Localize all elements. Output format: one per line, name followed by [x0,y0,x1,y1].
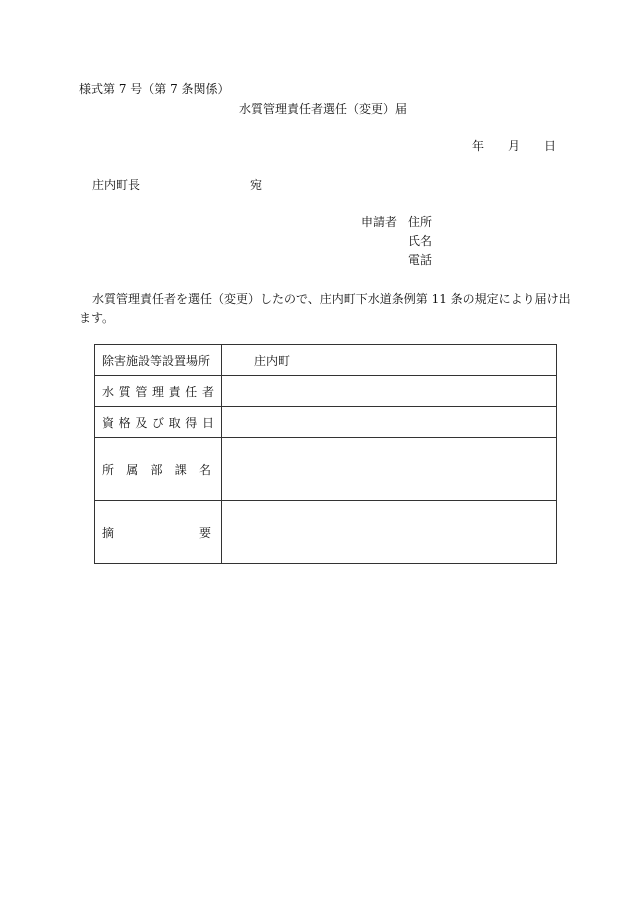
body-text-line1: 水質管理責任者を選任（変更）したので、庄内町下水道条例第 11 条の規定により届け出 [92,292,571,306]
label-remarks [95,524,221,541]
value-department-cell[interactable] [222,438,557,501]
label-installation-site: 除害施設等設置場所 [102,353,211,368]
label-char: 格 [118,415,131,430]
label-char: 取 [168,415,181,430]
label-char: び [151,415,164,430]
addressee-suffix: 宛 [250,178,263,192]
label-char: 課 [174,462,187,477]
table-row [95,501,557,564]
row-label-cell [95,376,222,407]
label-char: 質 [118,384,131,399]
form-title: 水質管理責任者選任（変更）届 [239,102,408,116]
date-year-label: 年 [472,139,485,153]
label-char: 得 [185,415,198,430]
label-char: 日 [201,415,214,430]
form-number: 様式第 7 号（第 7 条関係） [79,82,230,96]
label-char: 理 [151,384,164,399]
row-label-cell [95,501,222,564]
applicant-heading: 申請者 [361,215,398,229]
form-table [94,344,557,564]
label-char: 所 [102,462,115,477]
row-label-cell [95,407,222,438]
label-char: 属 [126,462,139,477]
label-char: 管 [135,384,148,399]
applicant-phone-label: 電話 [408,253,433,267]
label-char: 水 [102,384,115,399]
addressee-name: 庄内町長 [92,178,141,192]
label-char: 資 [102,415,115,430]
label-char: 摘 [102,525,115,540]
label-char: 者 [201,384,214,399]
label-water-quality-manager [95,383,221,400]
label-qualification-date [95,414,221,431]
value-installation-site-cell[interactable] [222,345,557,376]
label-char: 要 [198,525,211,540]
table-row [95,376,557,407]
value-qualification-date-cell[interactable] [222,407,557,438]
date-day-label: 日 [544,139,557,153]
applicant-address-label: 住所 [408,215,433,229]
value-water-quality-manager-cell[interactable] [222,376,557,407]
label-char: 責 [168,384,181,399]
value-installation-site: 庄内町 [254,353,291,368]
row-label-cell [95,438,222,501]
date-month-label: 月 [508,139,521,153]
applicant-name-label: 氏名 [408,234,433,248]
table-row [95,438,557,501]
table-row [95,407,557,438]
value-remarks-cell[interactable] [222,501,557,564]
body-text-line2: ます。 [79,311,115,325]
row-label-cell [95,345,222,376]
table-row [95,345,557,376]
label-department [95,461,221,478]
label-char: 名 [198,462,211,477]
label-char: 及 [135,415,148,430]
label-char: 部 [150,462,163,477]
label-char: 任 [185,384,198,399]
